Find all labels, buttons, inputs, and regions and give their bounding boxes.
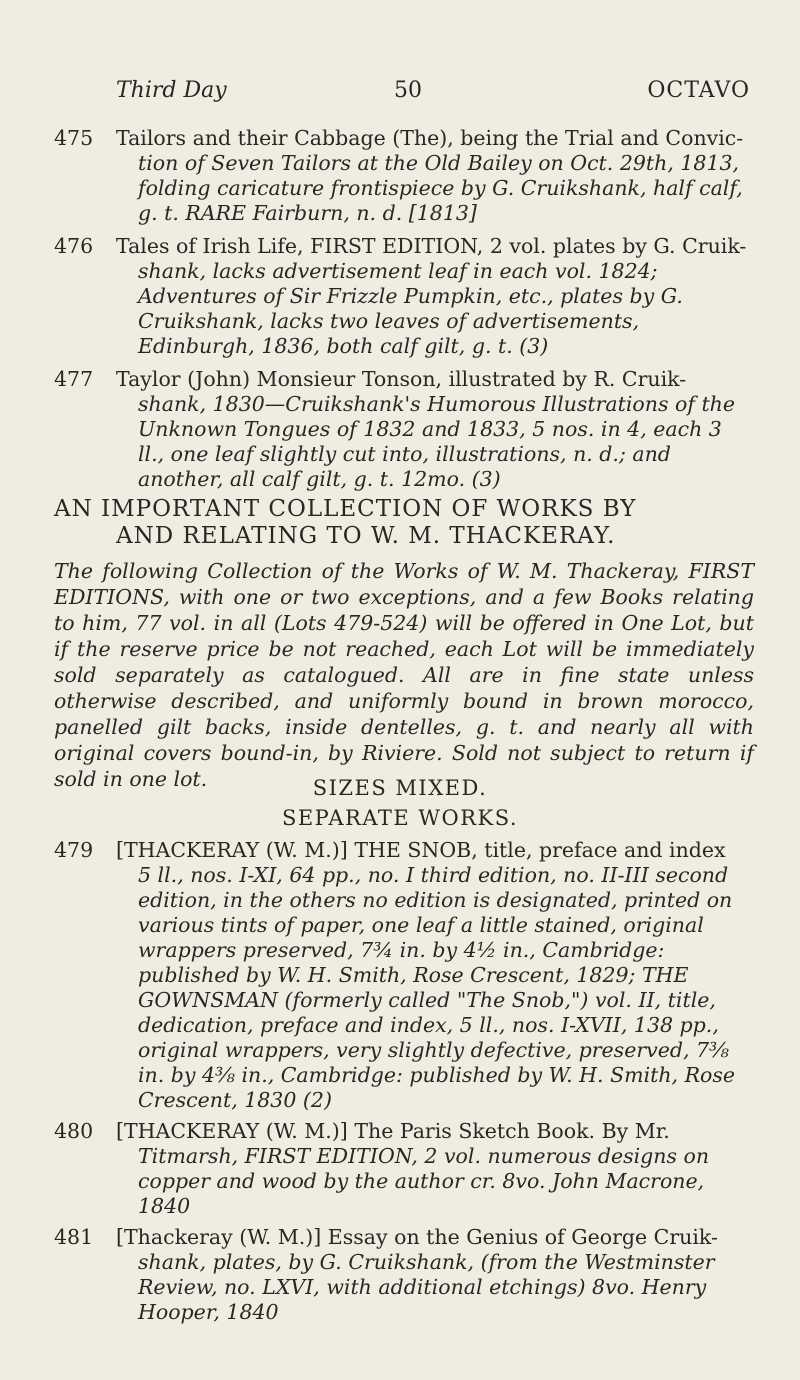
lot-number: 479 bbox=[54, 838, 94, 862]
lot-entry bbox=[54, 367, 754, 492]
lot-first-line: Taylor (John) Monsieur Tonson, illustrated by R. Cruik- bbox=[116, 367, 687, 391]
lot-list-top bbox=[54, 126, 754, 500]
lot-first-line: [THACKERAY (W. M.)] THE SNOB, title, preface and index bbox=[116, 838, 726, 862]
lot-list-bottom bbox=[54, 838, 754, 1331]
format-label: OCTAVO bbox=[647, 78, 750, 103]
lot-first-line: Tailors and their Cabbage (The), being the Trial and Convic- bbox=[116, 126, 744, 150]
lot-entry bbox=[54, 838, 754, 1113]
lot-number: 476 bbox=[54, 234, 94, 258]
lot-first-line: [THACKERAY (W. M.)] The Paris Sketch Book. By Mr. bbox=[116, 1119, 670, 1143]
lot-description: shank, plates, by G. Cruikshank, (from the Westminster Review, no. LXVI, with additional etchings) 8vo. Henry Hooper, 1840 bbox=[138, 1250, 715, 1324]
lot-description: 5 ll., nos. I-XI, 64 pp., no. I third edition, no. II-III second edition, in the others no edition is designated, printed on various tints of paper, one leaf a little stained, original wrappers preserved, 7¾ in. by 4½ in., Cambridge: published by W. H. Smith, Rose Crescent, 1829; THE GOWNSMAN (formerly called "The Snob,") vol. II, title, dedication, preface and index, 5 ll., nos. I-XVII, 138 pp., original wrappers, very slightly defective, preserved, 7⅜ in. by 4⅜ in., Cambridge: published by W. H. Smith, Rose Crescent, 1830 (2) bbox=[138, 863, 736, 1112]
running-head: Third Day bbox=[116, 78, 227, 103]
lot-description: shank, 1830—Cruikshank's Humorous Illustrations of the Unknown Tongues of 1832 and 1833, 5 nos. in 4, each 3 ll., one leaf slightly cut into, illustrations, n. d.; and another, all calf gilt, g. t. 12mo. (3) bbox=[138, 392, 736, 491]
page-number: 50 bbox=[394, 78, 422, 103]
sizes-note: SIZES MIXED. bbox=[312, 776, 488, 800]
lot-description: shank, lacks advertisement leaf in each vol. 1824; Adventures of Sir Frizzle Pumpkin, etc., plates by G. Cruikshank, lacks two leaves of advertisements, Edinburgh, 1836, both calf gilt, g. t. (3) bbox=[138, 259, 683, 358]
section-heading bbox=[54, 496, 754, 550]
subsection-heading: SEPARATE WORKS. bbox=[281, 806, 519, 830]
lot-number: 475 bbox=[54, 126, 94, 150]
lot-entry bbox=[54, 1225, 754, 1325]
page-header bbox=[116, 78, 750, 108]
lot-first-line: [Thackeray (W. M.)] Essay on the Genius of George Cruik- bbox=[116, 1225, 718, 1249]
lot-description: Titmarsh, FIRST EDITION, 2 vol. numerous designs on copper and wood by the author cr. 8vo. John Macrone, 1840 bbox=[138, 1144, 710, 1218]
lot-description: tion of Seven Tailors at the Old Bailey on Oct. 29th, 1813, folding caricature frontispiece by G. Cruikshank, half calf, g. t. RARE Fairburn, n. d. [1813] bbox=[138, 151, 743, 225]
lot-entry bbox=[54, 1119, 754, 1219]
lot-entry bbox=[54, 126, 754, 226]
lot-number: 477 bbox=[54, 367, 94, 391]
section-heading-line-2: AND RELATING TO W. M. THACKERAY. bbox=[116, 523, 616, 549]
lot-first-line: Tales of Irish Life, FIRST EDITION, 2 vol. plates by G. Cruik- bbox=[116, 234, 747, 258]
lot-entry bbox=[54, 234, 754, 359]
lot-number: 480 bbox=[54, 1119, 94, 1143]
section-heading-line-1: AN IMPORTANT COLLECTION OF WORKS BY bbox=[54, 496, 637, 522]
lot-number: 481 bbox=[54, 1225, 94, 1249]
collection-intro: The following Collection of the Works of W. M. Thackeray, FIRST EDITIONS, with one or two exceptions, and a few Books relating to him, 77 vol. in all (Lots 479-524) will be offered in One Lot, but if the reserve price be not reached, each Lot will be immediately sold separately as catalogued. All are in fine state unless otherwise described, and uniformly bound in brown morocco, panelled gilt backs, inside dentelles, g. t. and nearly all with original covers bound-in, by Riviere. Sold not subject to return if sold in one lot. bbox=[54, 559, 754, 791]
